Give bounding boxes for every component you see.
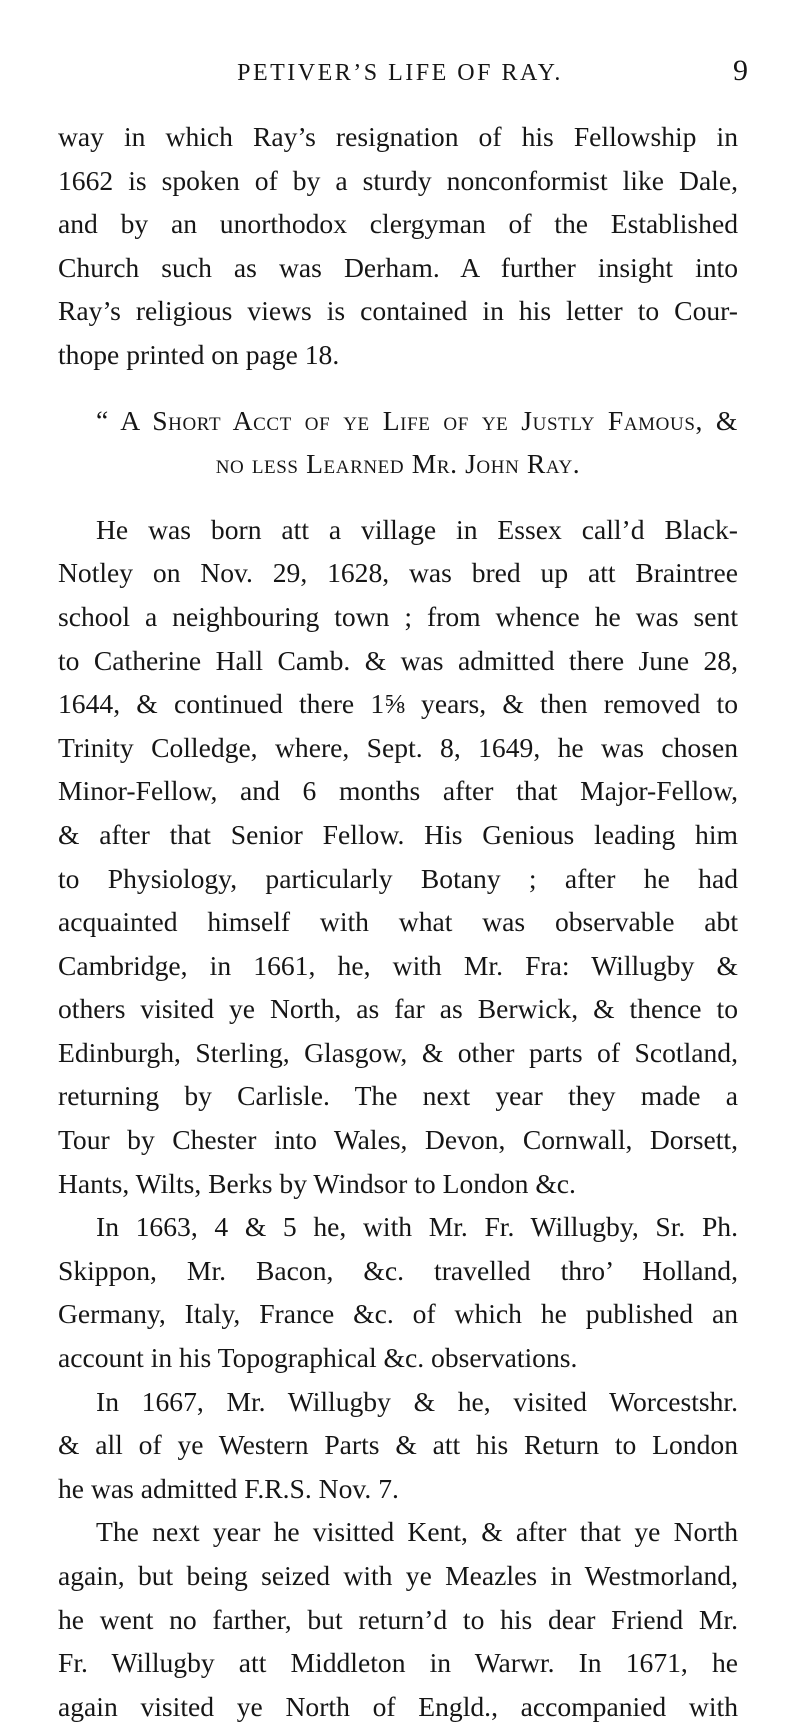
text-line: to Physiology, particularly Botany ; after he had <box>58 862 738 894</box>
text-line: Germany, Italy, France &c. of which he published an <box>58 1298 738 1330</box>
text-line: The next year he visitted Kent, & after that ye North <box>96 1516 738 1548</box>
text-line: & all of ye Western Parts & att his Return to London <box>58 1429 738 1461</box>
text-line: Church such as was Derham. A further insight into <box>58 251 738 283</box>
text-line: In 1663, 4 & 5 he, with Mr. Fr. Willugby, Sr. Ph. <box>96 1211 738 1243</box>
text-line: He was born att a village in Essex call’d Black- <box>96 513 738 545</box>
text-line: returning by Carlisle. The next year they made a <box>58 1080 738 1112</box>
paragraph-1 <box>58 115 738 377</box>
text-line: Cambridge, in 1661, he, with Mr. Fra: Willugby & <box>58 949 738 981</box>
text-line: Edinburgh, Sterling, Glasgow, & other parts of Scotland, <box>58 1036 738 1068</box>
paragraph-3 <box>58 1205 738 1379</box>
text-line: Ray’s religious views is contained in his letter to Cour- <box>58 295 738 327</box>
paragraph-5 <box>58 1510 738 1728</box>
text-line: Tour by Chester into Wales, Devon, Cornwall, Dorsett, <box>58 1124 738 1156</box>
heading-line: “ A Short Acct of ye Life of ye Justly Famous, & <box>96 404 738 436</box>
text-line: again, but being seized with ye Meazles in Westmorland, <box>58 1560 738 1591</box>
text-line: to Catherine Hall Camb. & was admitted there June 28, <box>58 644 738 676</box>
text-line: Fr. Willugby att Middleton in Warwr. In 1671, he <box>58 1647 738 1679</box>
text-line: again visited ye North of Engld., accompanied with <box>58 1690 738 1722</box>
text-line: school a neighbouring town ; from whence he was sent <box>58 600 738 632</box>
paragraph-2 <box>58 508 738 1206</box>
text-line: he was admitted F.R.S. Nov. 7. <box>58 1472 399 1504</box>
text-line: Skippon, Mr. Bacon, &c. travelled thro’ Holland, <box>58 1254 738 1286</box>
paragraph-4 <box>58 1380 738 1511</box>
text-line: Trinity Colledge, where, Sept. 8, 1649, he was chosen <box>58 731 738 763</box>
text-line: acquainted himself with what was observable abt <box>58 906 738 938</box>
running-title: PETIVER’S LIFE OF RAY. <box>237 60 563 86</box>
text-line: he went no farther, but return’d to his dear Friend Mr. <box>58 1603 738 1635</box>
page-body <box>58 115 738 1728</box>
running-head <box>0 54 800 94</box>
text-line: & after that Senior Fellow. His Genious leading him <box>58 818 738 850</box>
text-line: and by an unorthodox clergyman of the Established <box>58 208 738 240</box>
text-line: account in his Topographical &c. observations. <box>58 1342 578 1374</box>
text-line: In 1667, Mr. Willugby & he, visited Worcestshr. <box>96 1385 738 1417</box>
section-heading <box>58 399 738 486</box>
page-number: 9 <box>733 54 748 87</box>
text-line: Notley on Nov. 29, 1628, was bred up att Braintree <box>58 557 738 589</box>
text-line: 1662 is spoken of by a sturdy nonconformist like Dale, <box>58 164 738 196</box>
text-line: way in which Ray’s resignation of his Fellowship in <box>58 121 738 152</box>
heading-line: no less Learned Mr. John Ray. <box>215 448 581 480</box>
text-line: others visited ye North, as far as Berwick, & thence to <box>58 993 738 1025</box>
text-line: Hants, Wilts, Berks by Windsor to London &c. <box>58 1167 576 1199</box>
text-line: 1644, & continued there 1⅝ years, & then removed to <box>58 688 738 720</box>
text-line: Minor-Fellow, and 6 months after that Major-Fellow, <box>58 775 738 807</box>
text-line: thope printed on page 18. <box>58 338 340 370</box>
